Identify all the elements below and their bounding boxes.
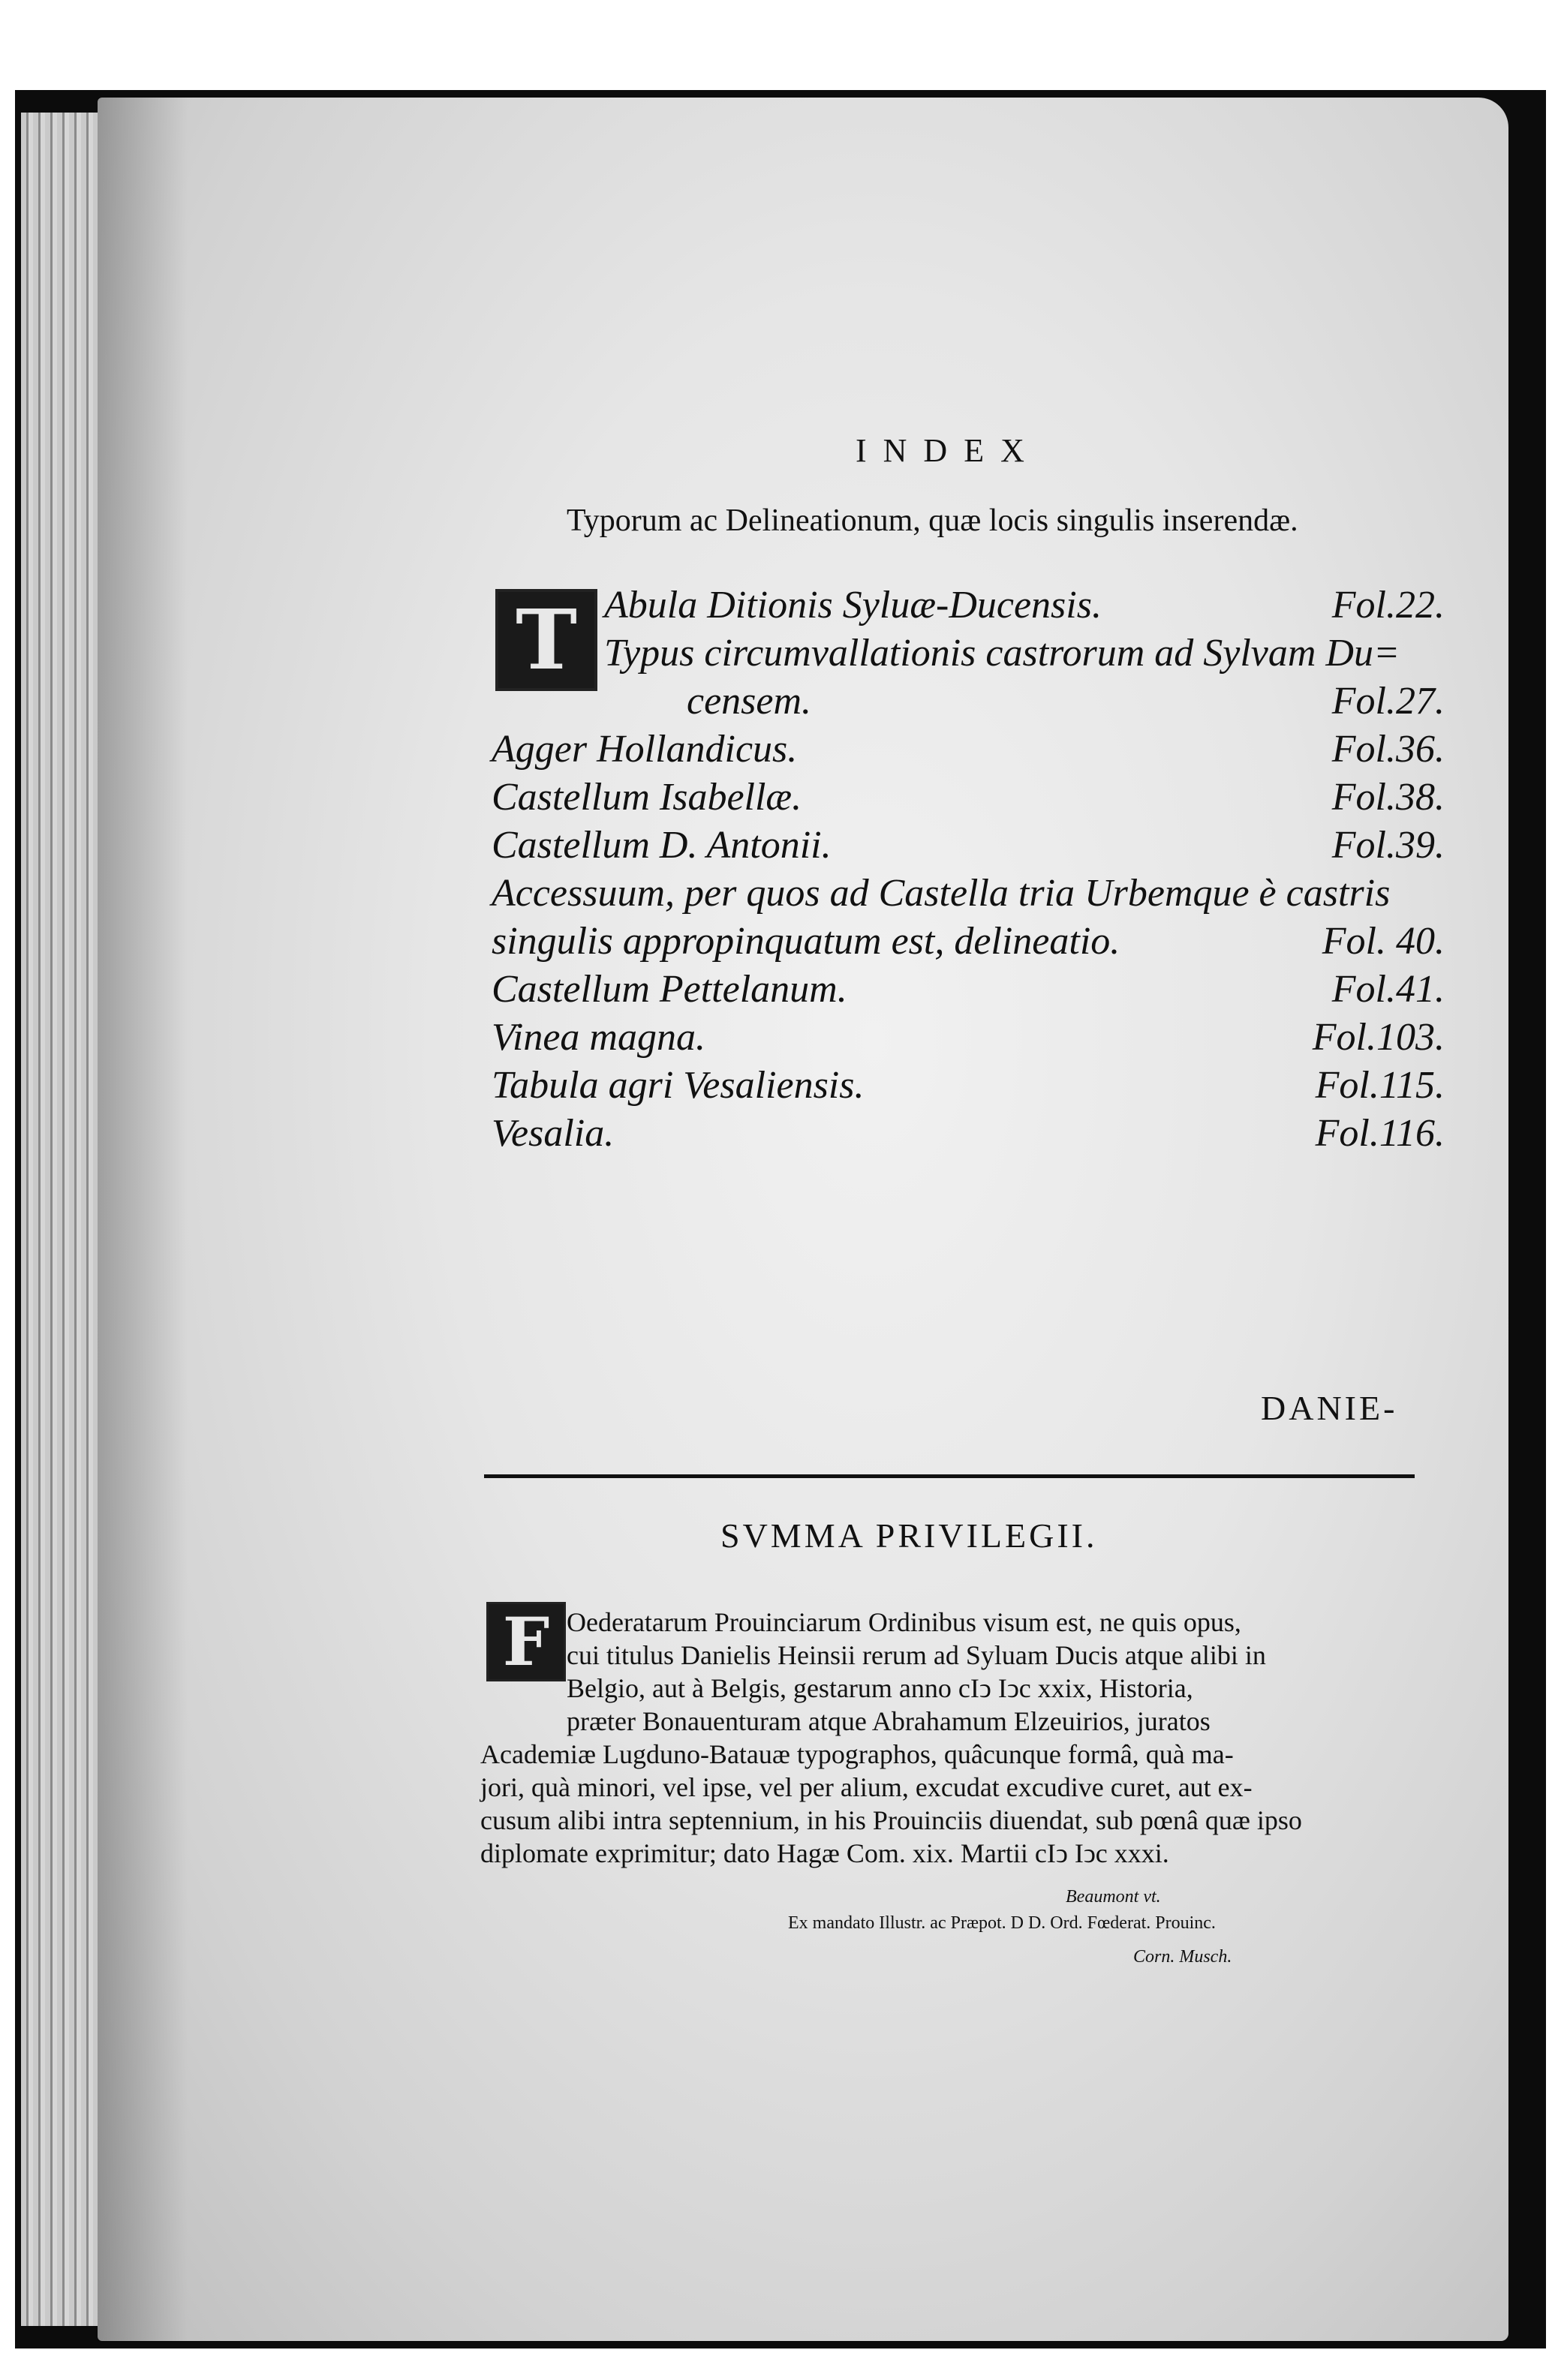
privilege-dropcap: F [486, 1602, 566, 1681]
privilege-line: jori, quà minori, vel ipse, vel per alium, excudat excudive curet, aut ex- [480, 1772, 1253, 1802]
catchword: DANIE- [1261, 1389, 1398, 1427]
privilege-text [480, 1606, 1418, 1870]
page-gutter-shadow [98, 98, 188, 2341]
privilege-title: SVMMA PRIVILEGII. [720, 1516, 1098, 1555]
index-entry: Typus circumvallationis castrorum ad Sylvam Du= [604, 632, 1400, 675]
index-dropcap: T [495, 589, 597, 691]
index-entry: Castellum Isabellæ. Fol.38. [492, 776, 1445, 819]
index-entry: singulis appropinquatum est, delineatio. Fol. 40. [492, 920, 1445, 963]
book-page [98, 98, 1508, 2341]
index-entry: Tabula agri Vesaliensis. Fol.115. [492, 1064, 1445, 1107]
index-subtitle: Typorum ac Delineationum, quæ locis singulis inserendæ. [567, 503, 1298, 538]
privilege-line: cui titulus Danielis Heinsii rerum ad Syluam Ducis atque alibi in [567, 1640, 1266, 1670]
index-title: INDEX [856, 432, 1041, 469]
index-entry: Vinea magna. Fol.103. [492, 1016, 1445, 1059]
signature-musch: Corn. Musch. [1133, 1947, 1232, 1967]
privilege-line: cusum alibi intra septennium, in his Prouinciis diuendat, sub pœnâ quæ ipso [480, 1805, 1302, 1835]
index-entry: Vesalia. Fol.116. [492, 1112, 1445, 1155]
section-divider [484, 1474, 1415, 1478]
index-entry: Agger Hollandicus. Fol.36. [492, 728, 1445, 771]
privilege-line: Belgio, aut à Belgis, gestarum anno cIↄ Iↄc xxix, Historia, [567, 1673, 1193, 1703]
index-entry: Accessuum, per quos ad Castella tria Urbemque è castris [492, 872, 1391, 915]
privilege-line: Academiæ Lugduno-Batauæ typographos, quâcunque formâ, quà ma- [480, 1739, 1234, 1769]
privilege-line: Oederatarum Prouinciarum Ordinibus visum est, ne quis opus, [567, 1607, 1241, 1637]
mandate-line: Ex mandato Illustr. ac Præpot. D D. Ord. Fœderat. Prouinc. [788, 1913, 1216, 1933]
index-entry: censem. Fol.27. [687, 680, 1445, 723]
privilege-line: præter Bonauenturam atque Abrahamum Elzeuirios, juratos [567, 1706, 1211, 1736]
index-entries [492, 581, 1445, 1158]
privilege-line: diplomate exprimitur; dato Hagæ Com. xix. Martii cIↄ Iↄc xxxi. [480, 1838, 1169, 1868]
signature-beaumont: Beaumont vt. [1066, 1887, 1161, 1907]
index-entry: Abula Ditionis Syluæ-Ducensis. Fol.22. [604, 584, 1445, 627]
index-entry: Castellum D. Antonii. Fol.39. [492, 824, 1445, 867]
index-entry: Castellum Pettelanum. Fol.41. [492, 968, 1445, 1011]
